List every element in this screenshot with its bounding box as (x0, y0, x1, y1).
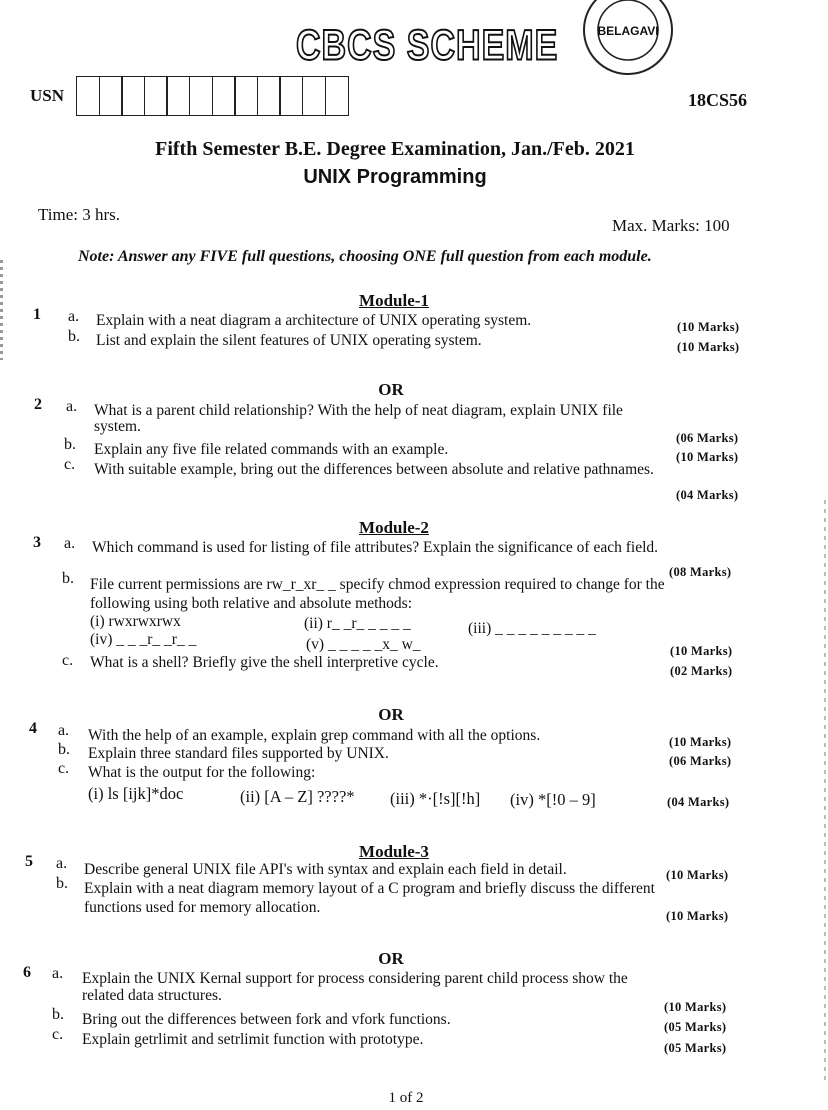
part-label: a. (68, 308, 80, 325)
marks: (02 Marks) (670, 664, 733, 678)
module-2-heading: Module-2 (359, 518, 429, 537)
question-text: List and explain the silent features of UNIX operating system. (96, 332, 482, 349)
scan-artifact-right (824, 500, 826, 1080)
question-text: Explain any five file related commands with an example. (94, 441, 449, 458)
or-separator: OR (378, 705, 404, 724)
question-number: 6 (23, 964, 31, 981)
marks: (06 Marks) (669, 754, 732, 768)
part-label: b. (58, 741, 70, 758)
question-text: Explain three standard files supported by UNIX. (88, 745, 389, 762)
question-text: Explain with a neat diagram a architecture of UNIX operating system. (96, 312, 532, 329)
question-number: 1 (33, 306, 41, 323)
course-code: 18CS56 (688, 90, 748, 110)
marks: (04 Marks) (667, 795, 730, 809)
usn-box (144, 76, 168, 116)
usn-box (76, 76, 100, 116)
marks: (05 Marks) (664, 1020, 727, 1034)
part-label: a. (56, 855, 68, 872)
question-text: Explain with a neat diagram memory layout of a C program and briefly discuss the different (84, 880, 655, 897)
glob-option: (ii) [A – Z] ????* (240, 787, 355, 806)
question-text: system. (94, 418, 141, 435)
usn-box (234, 76, 258, 116)
usn-box (189, 76, 213, 116)
marks: (10 Marks) (666, 909, 729, 923)
question-text: What is the output for the following: (88, 764, 316, 781)
marks: (10 Marks) (666, 868, 729, 882)
module-3-heading: Module-3 (359, 842, 429, 861)
part-label: c. (52, 1026, 64, 1043)
part-label: a. (52, 965, 64, 982)
part-label: b. (68, 328, 80, 345)
instruction-note: Note: Answer any FIVE full questions, choosing ONE full question from each module. (78, 248, 652, 265)
subject-title: UNIX Programming (303, 166, 487, 188)
marks: (10 Marks) (669, 735, 732, 749)
university-seal (578, 0, 676, 76)
marks: (10 Marks) (677, 320, 740, 334)
usn-label: USN (30, 86, 65, 105)
marks: (10 Marks) (676, 450, 739, 464)
module-1-heading: Module-1 (359, 291, 429, 310)
question-number: 4 (29, 720, 37, 737)
marks: (05 Marks) (664, 1041, 727, 1055)
marks: (10 Marks) (677, 340, 740, 354)
part-label: a. (58, 722, 70, 739)
part-label: b. (62, 570, 74, 587)
part-label: c. (58, 760, 70, 777)
question-text: What is a parent child relationship? With the help of neat diagram, explain UNIX file (94, 402, 623, 419)
question-text: Explain the UNIX Kernal support for process considering parent child process show the (82, 970, 628, 987)
question-text: Bring out the differences between fork and vfork functions. (82, 1011, 451, 1028)
part-label: a. (66, 398, 78, 415)
question-text: functions used for memory allocation. (84, 899, 321, 916)
usn-box (325, 76, 349, 116)
permission-option: (ii) r_ _r_ _ _ _ _ (304, 615, 411, 632)
permission-option: (v) _ _ _ _ _x_ w_ (306, 636, 421, 653)
question-text: File current permissions are rw_r_xr_ _ specify chmod expression required to change for the (90, 576, 665, 593)
question-text: Which command is used for listing of file attributes? Explain the significance of each field. (92, 539, 658, 556)
permission-option: (iv) _ _ _r_ _r_ _ (90, 631, 197, 648)
marks: (10 Marks) (664, 1000, 727, 1014)
max-marks: Max. Marks: 100 (612, 216, 730, 235)
question-text: related data structures. (82, 987, 222, 1004)
glob-option: (iii) *·[!s][!h] (390, 789, 481, 808)
question-number: 3 (33, 534, 41, 551)
exam-title: Fifth Semester B.E. Degree Examination, Jan./Feb. 2021 (155, 138, 635, 160)
question-text: What is a shell? Briefly give the shell interpretive cycle. (90, 654, 439, 671)
question-text: Explain getrlimit and setrlimit function with prototype. (82, 1031, 424, 1048)
glob-option: (i) ls [ijk]*doc (88, 784, 184, 803)
usn-box (99, 76, 123, 116)
page-number: 1 of 2 (388, 1090, 424, 1106)
part-label: c. (62, 652, 74, 669)
usn-box (279, 76, 303, 116)
usn-box (257, 76, 281, 116)
marks: (04 Marks) (676, 488, 739, 502)
part-label: b. (64, 436, 76, 453)
marks: (08 Marks) (669, 565, 732, 579)
question-number: 2 (34, 396, 42, 413)
question-number: 5 (25, 853, 33, 870)
usn-box (121, 76, 145, 116)
usn-box (302, 76, 326, 116)
marks: (06 Marks) (676, 431, 739, 445)
usn-boxes (76, 76, 347, 116)
or-separator: OR (378, 380, 404, 399)
time-duration: Time: 3 hrs. (38, 205, 121, 224)
cbcs-scheme-heading: CBCS SCHEME (296, 22, 559, 70)
part-label: b. (56, 875, 68, 892)
question-text: following using both relative and absolute methods: (90, 595, 413, 612)
usn-box (212, 76, 236, 116)
question-text: With the help of an example, explain grep command with all the options. (88, 727, 541, 744)
part-label: a. (64, 535, 76, 552)
permission-option: (iii) _ _ _ _ _ _ _ _ _ (468, 620, 596, 637)
question-text: With suitable example, bring out the differences between absolute and relative pathnames. (94, 461, 654, 478)
seal-text: BELAGAVI (597, 24, 659, 38)
usn-box (166, 76, 190, 116)
part-label: c. (64, 456, 76, 473)
part-label: b. (52, 1006, 64, 1023)
or-separator: OR (378, 949, 404, 968)
question-text: Describe general UNIX file API's with syntax and explain each field in detail. (84, 861, 567, 878)
marks: (10 Marks) (670, 644, 733, 658)
permission-option: (i) rwxrwxrwx (90, 613, 181, 630)
glob-option: (iv) *[!0 – 9] (510, 790, 596, 809)
